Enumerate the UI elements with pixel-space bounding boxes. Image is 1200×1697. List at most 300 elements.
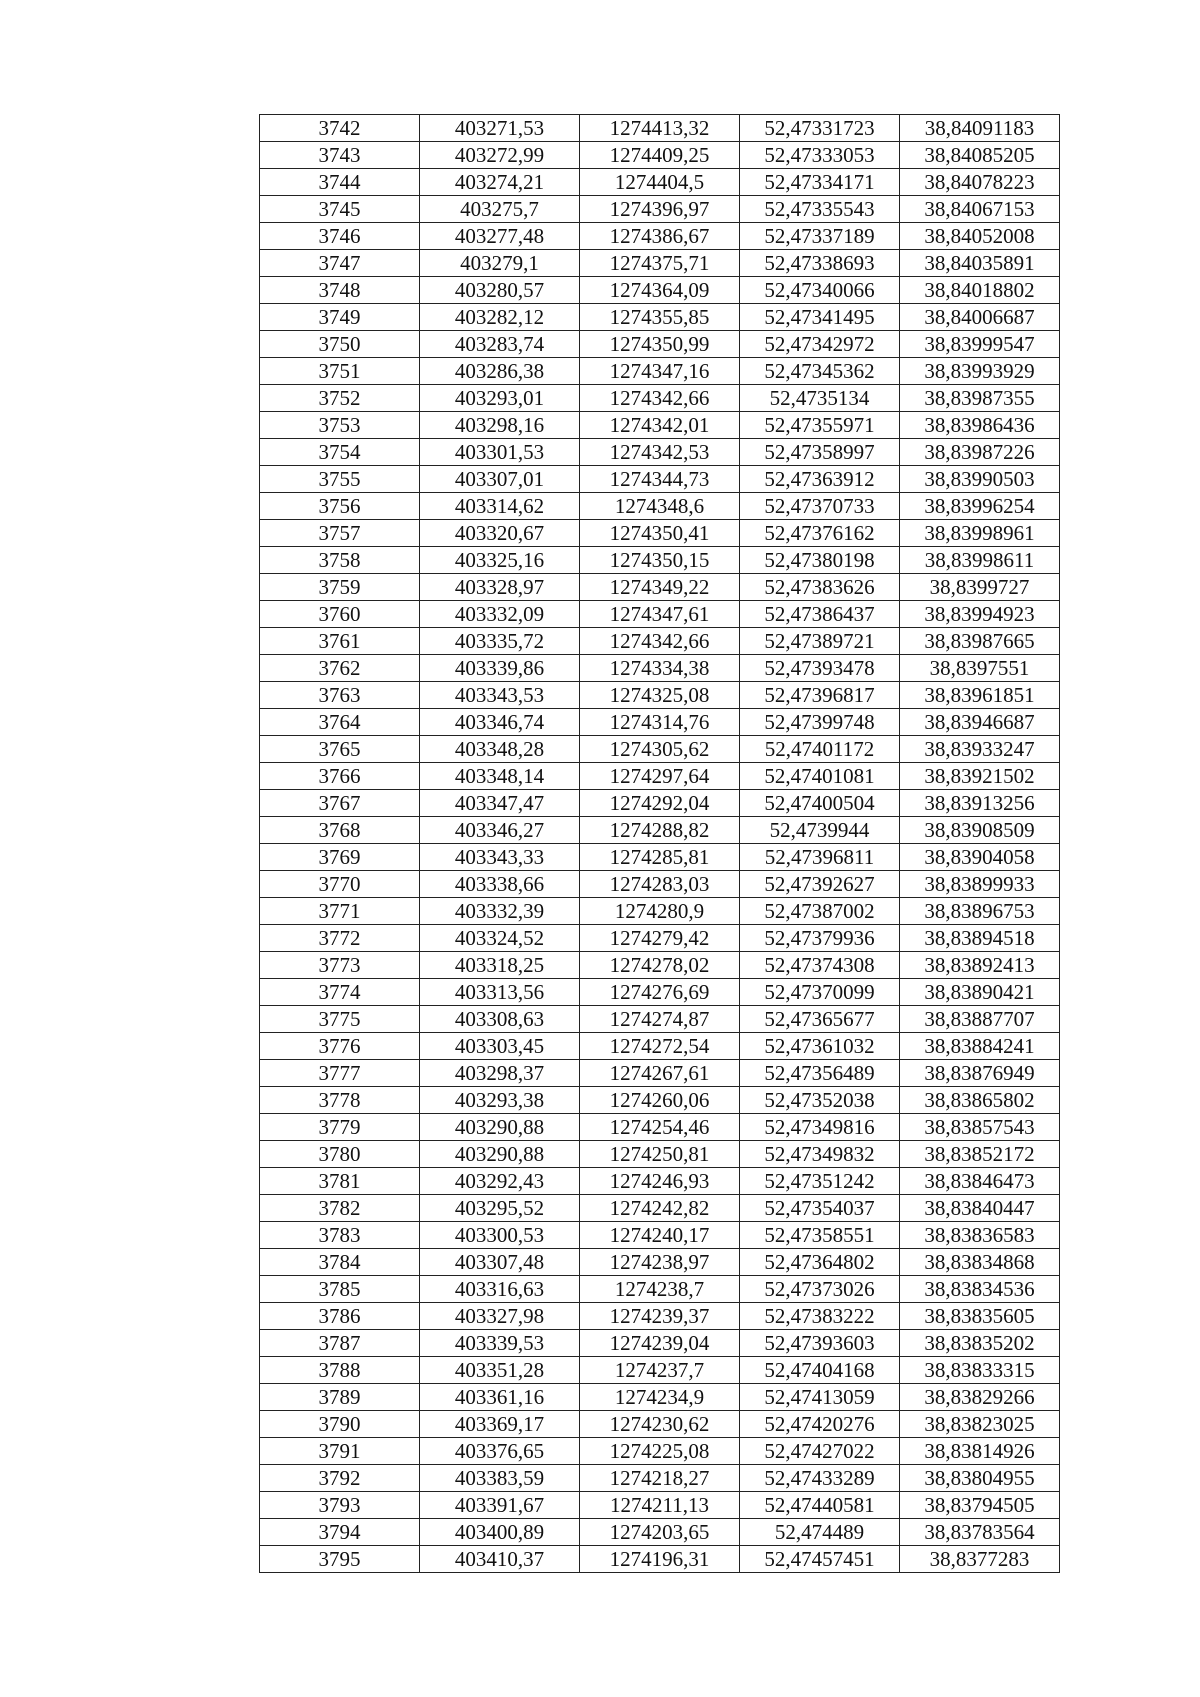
longitude-cell: 38,83961851	[900, 682, 1060, 709]
latitude-cell: 52,47340066	[740, 277, 900, 304]
point-number-cell: 3784	[260, 1249, 420, 1276]
x-coordinate-cell: 403279,1	[420, 250, 580, 277]
x-coordinate-cell: 403293,38	[420, 1087, 580, 1114]
y-coordinate-cell: 1274350,15	[580, 547, 740, 574]
y-coordinate-cell: 1274292,04	[580, 790, 740, 817]
x-coordinate-cell: 403320,67	[420, 520, 580, 547]
x-coordinate-cell: 403376,65	[420, 1438, 580, 1465]
y-coordinate-cell: 1274279,42	[580, 925, 740, 952]
x-coordinate-cell: 403274,21	[420, 169, 580, 196]
x-coordinate-cell: 403307,01	[420, 466, 580, 493]
longitude-cell: 38,83804955	[900, 1465, 1060, 1492]
table-row	[260, 844, 1060, 871]
table-row	[260, 115, 1060, 142]
table-row	[260, 277, 1060, 304]
latitude-cell: 52,47396811	[740, 844, 900, 871]
longitude-cell: 38,83814926	[900, 1438, 1060, 1465]
table-row	[260, 1249, 1060, 1276]
latitude-cell: 52,47361032	[740, 1033, 900, 1060]
y-coordinate-cell: 1274413,32	[580, 115, 740, 142]
point-number-cell: 3746	[260, 223, 420, 250]
longitude-cell: 38,83836583	[900, 1222, 1060, 1249]
longitude-cell: 38,83852172	[900, 1141, 1060, 1168]
latitude-cell: 52,47341495	[740, 304, 900, 331]
latitude-cell: 52,47427022	[740, 1438, 900, 1465]
y-coordinate-cell: 1274242,82	[580, 1195, 740, 1222]
x-coordinate-cell: 403295,52	[420, 1195, 580, 1222]
y-coordinate-cell: 1274404,5	[580, 169, 740, 196]
y-coordinate-cell: 1274280,9	[580, 898, 740, 925]
y-coordinate-cell: 1274238,97	[580, 1249, 740, 1276]
x-coordinate-cell: 403303,45	[420, 1033, 580, 1060]
latitude-cell: 52,47355971	[740, 412, 900, 439]
longitude-cell: 38,83857543	[900, 1114, 1060, 1141]
latitude-cell: 52,47349832	[740, 1141, 900, 1168]
y-coordinate-cell: 1274239,04	[580, 1330, 740, 1357]
longitude-cell: 38,83823025	[900, 1411, 1060, 1438]
point-number-cell: 3793	[260, 1492, 420, 1519]
longitude-cell: 38,83884241	[900, 1033, 1060, 1060]
table-row	[260, 439, 1060, 466]
y-coordinate-cell: 1274409,25	[580, 142, 740, 169]
table-row	[260, 1519, 1060, 1546]
longitude-cell: 38,83908509	[900, 817, 1060, 844]
latitude-cell: 52,47440581	[740, 1492, 900, 1519]
y-coordinate-cell: 1274348,6	[580, 493, 740, 520]
x-coordinate-cell: 403301,53	[420, 439, 580, 466]
longitude-cell: 38,83921502	[900, 763, 1060, 790]
y-coordinate-cell: 1274375,71	[580, 250, 740, 277]
x-coordinate-cell: 403298,37	[420, 1060, 580, 1087]
point-number-cell: 3748	[260, 277, 420, 304]
y-coordinate-cell: 1274350,99	[580, 331, 740, 358]
y-coordinate-cell: 1274218,27	[580, 1465, 740, 1492]
point-number-cell: 3773	[260, 952, 420, 979]
x-coordinate-cell: 403332,39	[420, 898, 580, 925]
y-coordinate-cell: 1274274,87	[580, 1006, 740, 1033]
table-row	[260, 1303, 1060, 1330]
y-coordinate-cell: 1274314,76	[580, 709, 740, 736]
y-coordinate-cell: 1274250,81	[580, 1141, 740, 1168]
latitude-cell: 52,47383222	[740, 1303, 900, 1330]
latitude-cell: 52,47373026	[740, 1276, 900, 1303]
x-coordinate-cell: 403283,74	[420, 331, 580, 358]
y-coordinate-cell: 1274276,69	[580, 979, 740, 1006]
latitude-cell: 52,47392627	[740, 871, 900, 898]
y-coordinate-cell: 1274238,7	[580, 1276, 740, 1303]
y-coordinate-cell: 1274267,61	[580, 1060, 740, 1087]
x-coordinate-cell: 403290,88	[420, 1141, 580, 1168]
table-row	[260, 736, 1060, 763]
latitude-cell: 52,47370733	[740, 493, 900, 520]
point-number-cell: 3767	[260, 790, 420, 817]
table-row	[260, 1222, 1060, 1249]
y-coordinate-cell: 1274347,16	[580, 358, 740, 385]
point-number-cell: 3772	[260, 925, 420, 952]
latitude-cell: 52,47396817	[740, 682, 900, 709]
x-coordinate-cell: 403339,53	[420, 1330, 580, 1357]
y-coordinate-cell: 1274234,9	[580, 1384, 740, 1411]
point-number-cell: 3747	[260, 250, 420, 277]
latitude-cell: 52,474489	[740, 1519, 900, 1546]
table-row	[260, 628, 1060, 655]
table-row	[260, 1438, 1060, 1465]
table-row	[260, 1006, 1060, 1033]
y-coordinate-cell: 1274305,62	[580, 736, 740, 763]
y-coordinate-cell: 1274230,62	[580, 1411, 740, 1438]
longitude-cell: 38,83994923	[900, 601, 1060, 628]
point-number-cell: 3776	[260, 1033, 420, 1060]
table-row	[260, 1141, 1060, 1168]
x-coordinate-cell: 403369,17	[420, 1411, 580, 1438]
x-coordinate-cell: 403347,47	[420, 790, 580, 817]
latitude-cell: 52,47404168	[740, 1357, 900, 1384]
table-row	[260, 223, 1060, 250]
table-row	[260, 196, 1060, 223]
point-number-cell: 3774	[260, 979, 420, 1006]
longitude-cell: 38,83894518	[900, 925, 1060, 952]
y-coordinate-cell: 1274278,02	[580, 952, 740, 979]
table-row	[260, 763, 1060, 790]
x-coordinate-cell: 403361,16	[420, 1384, 580, 1411]
x-coordinate-cell: 403293,01	[420, 385, 580, 412]
latitude-cell: 52,47380198	[740, 547, 900, 574]
x-coordinate-cell: 403314,62	[420, 493, 580, 520]
point-number-cell: 3770	[260, 871, 420, 898]
longitude-cell: 38,83846473	[900, 1168, 1060, 1195]
y-coordinate-cell: 1274349,22	[580, 574, 740, 601]
x-coordinate-cell: 403318,25	[420, 952, 580, 979]
x-coordinate-cell: 403335,72	[420, 628, 580, 655]
longitude-cell: 38,8399727	[900, 574, 1060, 601]
coordinates-table	[259, 114, 1060, 1573]
longitude-cell: 38,83829266	[900, 1384, 1060, 1411]
y-coordinate-cell: 1274285,81	[580, 844, 740, 871]
point-number-cell: 3751	[260, 358, 420, 385]
longitude-cell: 38,84006687	[900, 304, 1060, 331]
table-row	[260, 547, 1060, 574]
table-row	[260, 304, 1060, 331]
latitude-cell: 52,47337189	[740, 223, 900, 250]
x-coordinate-cell: 403339,86	[420, 655, 580, 682]
point-number-cell: 3786	[260, 1303, 420, 1330]
table-row	[260, 1195, 1060, 1222]
table-row	[260, 1330, 1060, 1357]
y-coordinate-cell: 1274344,73	[580, 466, 740, 493]
x-coordinate-cell: 403298,16	[420, 412, 580, 439]
table-row	[260, 1033, 1060, 1060]
point-number-cell: 3779	[260, 1114, 420, 1141]
x-coordinate-cell: 403332,09	[420, 601, 580, 628]
y-coordinate-cell: 1274196,31	[580, 1546, 740, 1573]
longitude-cell: 38,83896753	[900, 898, 1060, 925]
point-number-cell: 3768	[260, 817, 420, 844]
longitude-cell: 38,83794505	[900, 1492, 1060, 1519]
latitude-cell: 52,47399748	[740, 709, 900, 736]
table-row	[260, 817, 1060, 844]
table-row	[260, 682, 1060, 709]
x-coordinate-cell: 403275,7	[420, 196, 580, 223]
latitude-cell: 52,47383626	[740, 574, 900, 601]
y-coordinate-cell: 1274297,64	[580, 763, 740, 790]
longitude-cell: 38,83998611	[900, 547, 1060, 574]
table-row	[260, 466, 1060, 493]
y-coordinate-cell: 1274364,09	[580, 277, 740, 304]
longitude-cell: 38,83783564	[900, 1519, 1060, 1546]
table-row	[260, 358, 1060, 385]
point-number-cell: 3765	[260, 736, 420, 763]
longitude-cell: 38,83904058	[900, 844, 1060, 871]
x-coordinate-cell: 403346,27	[420, 817, 580, 844]
y-coordinate-cell: 1274342,66	[580, 385, 740, 412]
y-coordinate-cell: 1274260,06	[580, 1087, 740, 1114]
x-coordinate-cell: 403324,52	[420, 925, 580, 952]
y-coordinate-cell: 1274334,38	[580, 655, 740, 682]
latitude-cell: 52,47374308	[740, 952, 900, 979]
latitude-cell: 52,47386437	[740, 601, 900, 628]
x-coordinate-cell: 403338,66	[420, 871, 580, 898]
x-coordinate-cell: 403327,98	[420, 1303, 580, 1330]
table-row	[260, 979, 1060, 1006]
point-number-cell: 3761	[260, 628, 420, 655]
latitude-cell: 52,47379936	[740, 925, 900, 952]
longitude-cell: 38,83990503	[900, 466, 1060, 493]
point-number-cell: 3788	[260, 1357, 420, 1384]
x-coordinate-cell: 403272,99	[420, 142, 580, 169]
longitude-cell: 38,8397551	[900, 655, 1060, 682]
x-coordinate-cell: 403290,88	[420, 1114, 580, 1141]
y-coordinate-cell: 1274237,7	[580, 1357, 740, 1384]
point-number-cell: 3753	[260, 412, 420, 439]
latitude-cell: 52,47342972	[740, 331, 900, 358]
y-coordinate-cell: 1274239,37	[580, 1303, 740, 1330]
latitude-cell: 52,47393478	[740, 655, 900, 682]
point-number-cell: 3756	[260, 493, 420, 520]
x-coordinate-cell: 403308,63	[420, 1006, 580, 1033]
longitude-cell: 38,83835605	[900, 1303, 1060, 1330]
latitude-cell: 52,47364802	[740, 1249, 900, 1276]
y-coordinate-cell: 1274355,85	[580, 304, 740, 331]
x-coordinate-cell: 403391,67	[420, 1492, 580, 1519]
longitude-cell: 38,84085205	[900, 142, 1060, 169]
latitude-cell: 52,47356489	[740, 1060, 900, 1087]
x-coordinate-cell: 403325,16	[420, 547, 580, 574]
longitude-cell: 38,83993929	[900, 358, 1060, 385]
point-number-cell: 3792	[260, 1465, 420, 1492]
y-coordinate-cell: 1274254,46	[580, 1114, 740, 1141]
x-coordinate-cell: 403348,28	[420, 736, 580, 763]
table-row	[260, 790, 1060, 817]
longitude-cell: 38,83833315	[900, 1357, 1060, 1384]
latitude-cell: 52,47413059	[740, 1384, 900, 1411]
y-coordinate-cell: 1274350,41	[580, 520, 740, 547]
latitude-cell: 52,47335543	[740, 196, 900, 223]
latitude-cell: 52,47338693	[740, 250, 900, 277]
latitude-cell: 52,4739944	[740, 817, 900, 844]
table-row	[260, 1492, 1060, 1519]
point-number-cell: 3780	[260, 1141, 420, 1168]
x-coordinate-cell: 403348,14	[420, 763, 580, 790]
longitude-cell: 38,8377283	[900, 1546, 1060, 1573]
point-number-cell: 3766	[260, 763, 420, 790]
table-row	[260, 1114, 1060, 1141]
longitude-cell: 38,83987226	[900, 439, 1060, 466]
y-coordinate-cell: 1274240,17	[580, 1222, 740, 1249]
point-number-cell: 3760	[260, 601, 420, 628]
table-row	[260, 925, 1060, 952]
latitude-cell: 52,47433289	[740, 1465, 900, 1492]
table-row	[260, 871, 1060, 898]
table-row	[260, 952, 1060, 979]
longitude-cell: 38,83834536	[900, 1276, 1060, 1303]
y-coordinate-cell: 1274325,08	[580, 682, 740, 709]
x-coordinate-cell: 403307,48	[420, 1249, 580, 1276]
latitude-cell: 52,47401081	[740, 763, 900, 790]
y-coordinate-cell: 1274342,66	[580, 628, 740, 655]
y-coordinate-cell: 1274211,13	[580, 1492, 740, 1519]
longitude-cell: 38,83987355	[900, 385, 1060, 412]
point-number-cell: 3750	[260, 331, 420, 358]
table-row	[260, 601, 1060, 628]
y-coordinate-cell: 1274288,82	[580, 817, 740, 844]
longitude-cell: 38,83999547	[900, 331, 1060, 358]
point-number-cell: 3781	[260, 1168, 420, 1195]
x-coordinate-cell: 403282,12	[420, 304, 580, 331]
longitude-cell: 38,84052008	[900, 223, 1060, 250]
latitude-cell: 52,47400504	[740, 790, 900, 817]
x-coordinate-cell: 403383,59	[420, 1465, 580, 1492]
y-coordinate-cell: 1274272,54	[580, 1033, 740, 1060]
latitude-cell: 52,47333053	[740, 142, 900, 169]
longitude-cell: 38,83998961	[900, 520, 1060, 547]
y-coordinate-cell: 1274386,67	[580, 223, 740, 250]
latitude-cell: 52,47389721	[740, 628, 900, 655]
table-row	[260, 1546, 1060, 1573]
point-number-cell: 3743	[260, 142, 420, 169]
table-row	[260, 709, 1060, 736]
table-row	[260, 142, 1060, 169]
table-row	[260, 1465, 1060, 1492]
table-row	[260, 412, 1060, 439]
x-coordinate-cell: 403410,37	[420, 1546, 580, 1573]
x-coordinate-cell: 403300,53	[420, 1222, 580, 1249]
y-coordinate-cell: 1274347,61	[580, 601, 740, 628]
x-coordinate-cell: 403343,53	[420, 682, 580, 709]
longitude-cell: 38,83946687	[900, 709, 1060, 736]
table-row	[260, 331, 1060, 358]
point-number-cell: 3769	[260, 844, 420, 871]
x-coordinate-cell: 403346,74	[420, 709, 580, 736]
longitude-cell: 38,83865802	[900, 1087, 1060, 1114]
table-row	[260, 1357, 1060, 1384]
latitude-cell: 52,47363912	[740, 466, 900, 493]
point-number-cell: 3758	[260, 547, 420, 574]
point-number-cell: 3795	[260, 1546, 420, 1573]
point-number-cell: 3764	[260, 709, 420, 736]
x-coordinate-cell: 403292,43	[420, 1168, 580, 1195]
latitude-cell: 52,47349816	[740, 1114, 900, 1141]
y-coordinate-cell: 1274396,97	[580, 196, 740, 223]
longitude-cell: 38,83987665	[900, 628, 1060, 655]
latitude-cell: 52,47334171	[740, 169, 900, 196]
point-number-cell: 3783	[260, 1222, 420, 1249]
longitude-cell: 38,84067153	[900, 196, 1060, 223]
longitude-cell: 38,83834868	[900, 1249, 1060, 1276]
point-number-cell: 3790	[260, 1411, 420, 1438]
point-number-cell: 3794	[260, 1519, 420, 1546]
latitude-cell: 52,47457451	[740, 1546, 900, 1573]
table-row	[260, 493, 1060, 520]
y-coordinate-cell: 1274203,65	[580, 1519, 740, 1546]
point-number-cell: 3752	[260, 385, 420, 412]
longitude-cell: 38,83933247	[900, 736, 1060, 763]
table-row	[260, 385, 1060, 412]
longitude-cell: 38,83835202	[900, 1330, 1060, 1357]
latitude-cell: 52,47370099	[740, 979, 900, 1006]
table-row	[260, 898, 1060, 925]
point-number-cell: 3787	[260, 1330, 420, 1357]
x-coordinate-cell: 403277,48	[420, 223, 580, 250]
latitude-cell: 52,47358997	[740, 439, 900, 466]
point-number-cell: 3749	[260, 304, 420, 331]
table-row	[260, 1087, 1060, 1114]
latitude-cell: 52,4735134	[740, 385, 900, 412]
longitude-cell: 38,83890421	[900, 979, 1060, 1006]
point-number-cell: 3775	[260, 1006, 420, 1033]
table-row	[260, 169, 1060, 196]
point-number-cell: 3789	[260, 1384, 420, 1411]
longitude-cell: 38,83876949	[900, 1060, 1060, 1087]
latitude-cell: 52,47420276	[740, 1411, 900, 1438]
x-coordinate-cell: 403286,38	[420, 358, 580, 385]
y-coordinate-cell: 1274342,01	[580, 412, 740, 439]
point-number-cell: 3762	[260, 655, 420, 682]
point-number-cell: 3759	[260, 574, 420, 601]
x-coordinate-cell: 403328,97	[420, 574, 580, 601]
latitude-cell: 52,47345362	[740, 358, 900, 385]
longitude-cell: 38,83913256	[900, 790, 1060, 817]
latitude-cell: 52,47354037	[740, 1195, 900, 1222]
y-coordinate-cell: 1274342,53	[580, 439, 740, 466]
point-number-cell: 3754	[260, 439, 420, 466]
longitude-cell: 38,83892413	[900, 952, 1060, 979]
table-row	[260, 1168, 1060, 1195]
x-coordinate-cell: 403271,53	[420, 115, 580, 142]
x-coordinate-cell: 403316,63	[420, 1276, 580, 1303]
table-row	[260, 1060, 1060, 1087]
latitude-cell: 52,47351242	[740, 1168, 900, 1195]
point-number-cell: 3782	[260, 1195, 420, 1222]
longitude-cell: 38,83899933	[900, 871, 1060, 898]
longitude-cell: 38,84035891	[900, 250, 1060, 277]
point-number-cell: 3791	[260, 1438, 420, 1465]
table-row	[260, 1384, 1060, 1411]
latitude-cell: 52,47358551	[740, 1222, 900, 1249]
coordinates-table-body	[260, 115, 1060, 1573]
table-row	[260, 520, 1060, 547]
y-coordinate-cell: 1274283,03	[580, 871, 740, 898]
point-number-cell: 3744	[260, 169, 420, 196]
latitude-cell: 52,47365677	[740, 1006, 900, 1033]
point-number-cell: 3755	[260, 466, 420, 493]
y-coordinate-cell: 1274246,93	[580, 1168, 740, 1195]
point-number-cell: 3778	[260, 1087, 420, 1114]
point-number-cell: 3771	[260, 898, 420, 925]
point-number-cell: 3763	[260, 682, 420, 709]
point-number-cell: 3742	[260, 115, 420, 142]
y-coordinate-cell: 1274225,08	[580, 1438, 740, 1465]
table-row	[260, 1276, 1060, 1303]
